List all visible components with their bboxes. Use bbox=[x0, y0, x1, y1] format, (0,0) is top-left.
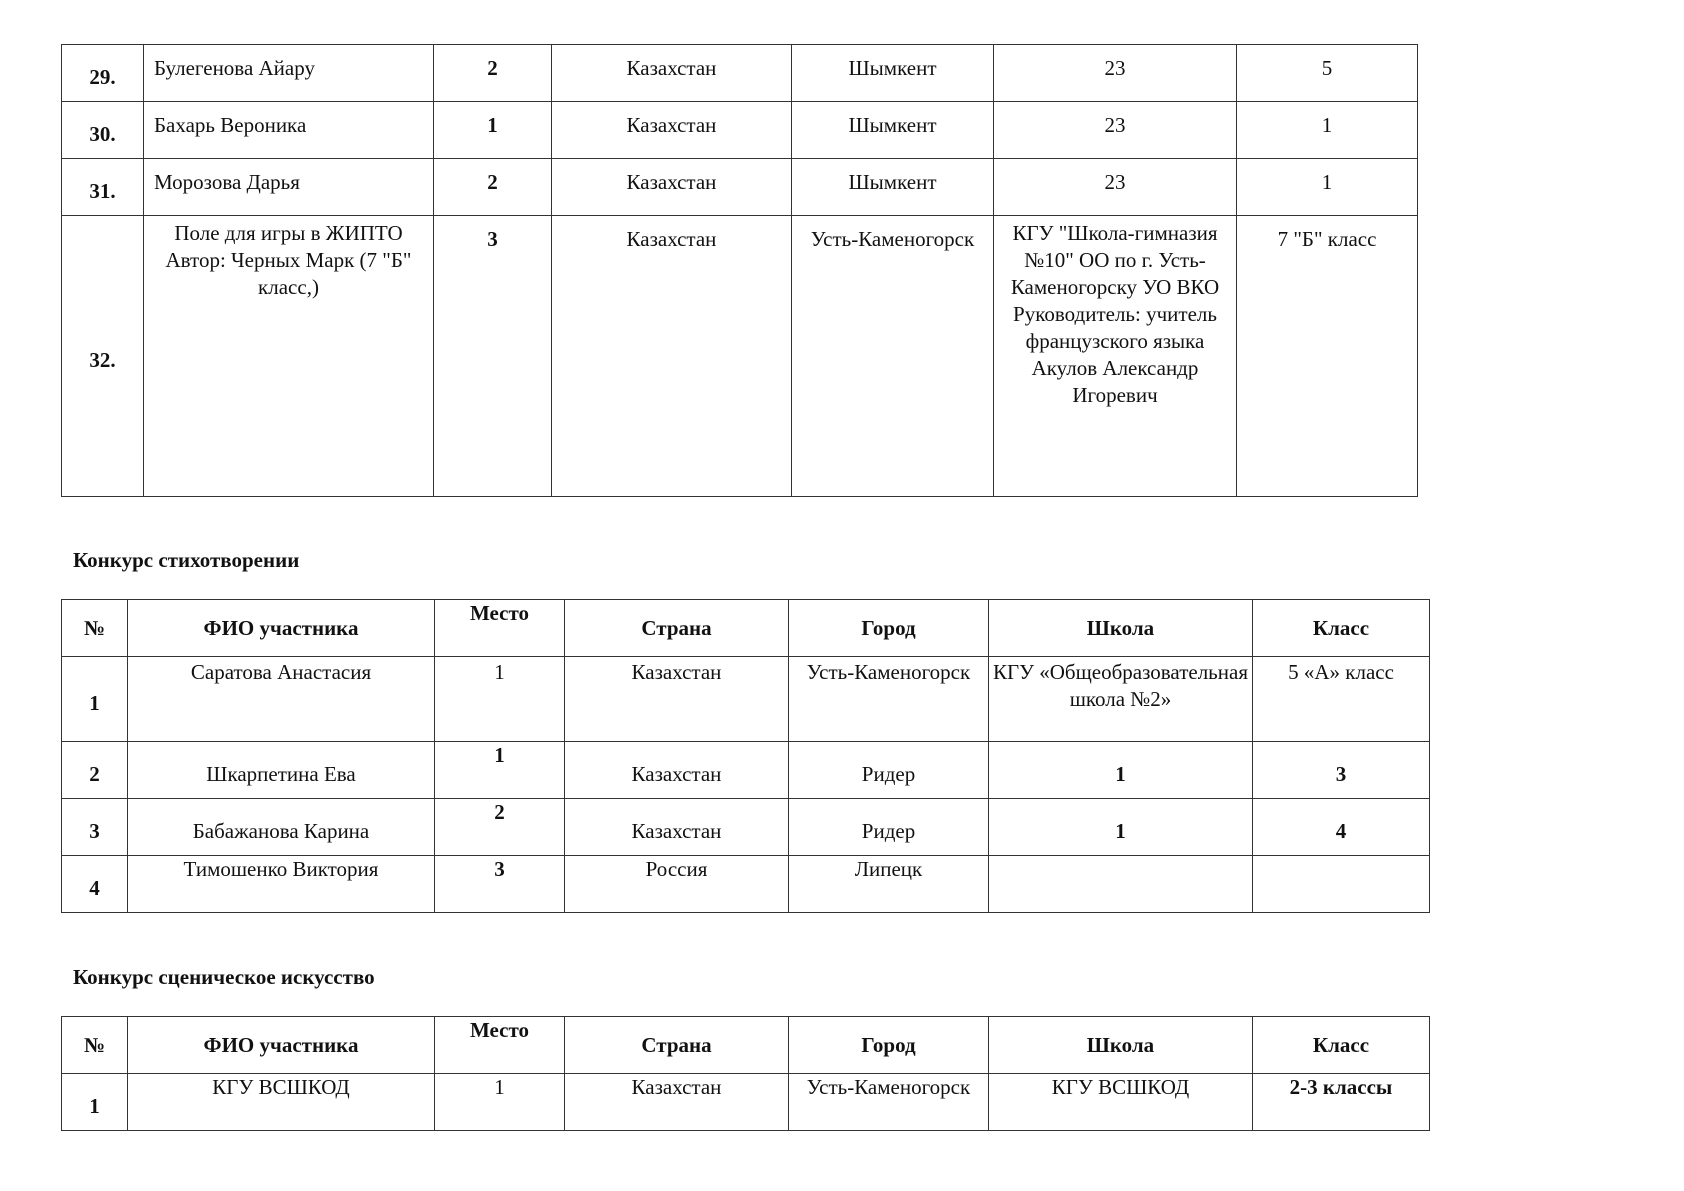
place-value: 3 bbox=[434, 216, 552, 497]
grade-value: 7 "Б" класс bbox=[1237, 216, 1418, 497]
school-value bbox=[989, 856, 1253, 913]
school-value: 23 bbox=[994, 45, 1237, 102]
table-header-row bbox=[62, 1017, 1430, 1074]
poetry-contest-table bbox=[61, 599, 1430, 913]
header-name: ФИО участника bbox=[128, 600, 435, 657]
school-value: КГУ «Общеобразовательная школа №2» bbox=[989, 657, 1253, 742]
header-country: Страна bbox=[565, 600, 789, 657]
table-row bbox=[62, 102, 1418, 159]
table-row bbox=[62, 856, 1430, 913]
city-value: Шымкент bbox=[792, 102, 994, 159]
row-number: 29. bbox=[62, 45, 144, 102]
row-number: 2 bbox=[62, 742, 128, 799]
table-row bbox=[62, 216, 1418, 497]
participant-name: Бахарь Вероника bbox=[144, 102, 434, 159]
country-value: Россия bbox=[565, 856, 789, 913]
grade-value: 2-3 классы bbox=[1253, 1074, 1430, 1131]
school-value: 1 bbox=[989, 742, 1253, 799]
city-value: Липецк bbox=[789, 856, 989, 913]
school-value: КГУ ВСШКОД bbox=[989, 1074, 1253, 1131]
country-value: Казахстан bbox=[565, 657, 789, 742]
header-city: Город bbox=[789, 1017, 989, 1074]
place-value: 1 bbox=[434, 102, 552, 159]
participant-name: Бабажанова Карина bbox=[128, 799, 435, 856]
grade-value: 5 «А» класс bbox=[1253, 657, 1430, 742]
table-header-row bbox=[62, 600, 1430, 657]
city-value: Усть-Каменогорск bbox=[789, 1074, 989, 1131]
header-number: № bbox=[62, 600, 128, 657]
grade-value: 4 bbox=[1253, 799, 1430, 856]
country-value: Казахстан bbox=[552, 102, 792, 159]
country-value: Казахстан bbox=[565, 799, 789, 856]
participant-name: КГУ ВСШКОД bbox=[128, 1074, 435, 1131]
school-value: 1 bbox=[989, 799, 1253, 856]
city-value: Усть-Каменогорск bbox=[792, 216, 994, 497]
row-number: 32. bbox=[62, 216, 144, 497]
school-value: КГУ "Школа-гимназия №10" ОО по г. Усть-Каменогорску УО ВКО Руководитель: учитель французского языка Акулов Александр Игоревич bbox=[994, 216, 1237, 497]
section-title-stage: Конкурс сценическое искусство bbox=[73, 965, 375, 989]
grade-value bbox=[1253, 856, 1430, 913]
city-value: Ридер bbox=[789, 742, 989, 799]
table-row bbox=[62, 45, 1418, 102]
place-value: 2 bbox=[434, 45, 552, 102]
header-grade: Класс bbox=[1253, 600, 1430, 657]
country-value: Казахстан bbox=[552, 216, 792, 497]
stage-contest-table bbox=[61, 1016, 1430, 1131]
header-country: Страна bbox=[565, 1017, 789, 1074]
school-value: 23 bbox=[994, 159, 1237, 216]
participant-name: Булегенова Айару bbox=[144, 45, 434, 102]
row-number: 1 bbox=[62, 657, 128, 742]
country-value: Казахстан bbox=[565, 1074, 789, 1131]
grade-value: 5 bbox=[1237, 45, 1418, 102]
header-grade: Класс bbox=[1253, 1017, 1430, 1074]
city-value: Ридер bbox=[789, 799, 989, 856]
city-value: Шымкент bbox=[792, 159, 994, 216]
participant-name: Морозова Дарья bbox=[144, 159, 434, 216]
section-title-poetry: Конкурс стихотворении bbox=[73, 548, 300, 572]
header-school: Школа bbox=[989, 600, 1253, 657]
country-value: Казахстан bbox=[552, 159, 792, 216]
header-city: Город bbox=[789, 600, 989, 657]
row-number: 31. bbox=[62, 159, 144, 216]
city-value: Шымкент bbox=[792, 45, 994, 102]
table-row bbox=[62, 742, 1430, 799]
row-number: 4 bbox=[62, 856, 128, 913]
place-value: 1 bbox=[435, 1074, 565, 1131]
grade-value: 3 bbox=[1253, 742, 1430, 799]
header-place: Место bbox=[435, 600, 565, 657]
participant-name: Поле для игры в ЖИПТО Автор: Черных Марк (7 "Б" класс,) bbox=[144, 216, 434, 497]
country-value: Казахстан bbox=[552, 45, 792, 102]
grade-value: 1 bbox=[1237, 159, 1418, 216]
participant-name: Шкарпетина Ева bbox=[128, 742, 435, 799]
country-value: Казахстан bbox=[565, 742, 789, 799]
place-value: 1 bbox=[435, 657, 565, 742]
participants-table-continuation bbox=[61, 44, 1418, 497]
header-place: Место bbox=[435, 1017, 565, 1074]
place-value: 2 bbox=[435, 799, 565, 856]
table-row bbox=[62, 159, 1418, 216]
participant-name: Саратова Анастасия bbox=[128, 657, 435, 742]
header-number: № bbox=[62, 1017, 128, 1074]
place-value: 2 bbox=[434, 159, 552, 216]
place-value: 3 bbox=[435, 856, 565, 913]
grade-value: 1 bbox=[1237, 102, 1418, 159]
row-number: 30. bbox=[62, 102, 144, 159]
table-row bbox=[62, 799, 1430, 856]
header-name: ФИО участника bbox=[128, 1017, 435, 1074]
place-value: 1 bbox=[435, 742, 565, 799]
school-value: 23 bbox=[994, 102, 1237, 159]
participant-name: Тимошенко Виктория bbox=[128, 856, 435, 913]
table-row bbox=[62, 657, 1430, 742]
city-value: Усть-Каменогорск bbox=[789, 657, 989, 742]
header-school: Школа bbox=[989, 1017, 1253, 1074]
row-number: 1 bbox=[62, 1074, 128, 1131]
row-number: 3 bbox=[62, 799, 128, 856]
table-row bbox=[62, 1074, 1430, 1131]
